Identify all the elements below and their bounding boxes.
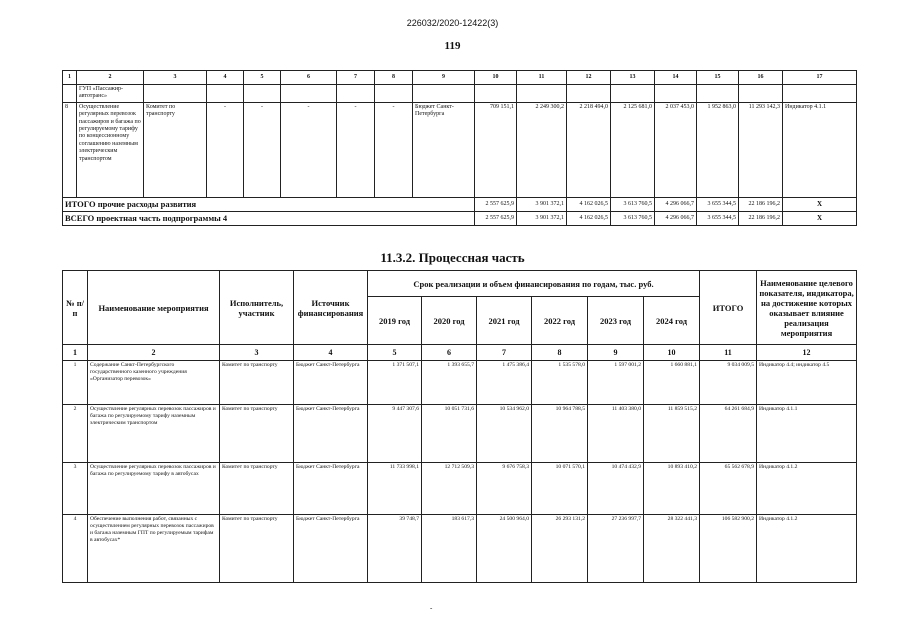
header-year: 2022 год <box>532 297 588 345</box>
header-year: 2023 год <box>588 297 644 345</box>
cell <box>611 85 655 103</box>
column-number-row <box>63 345 857 361</box>
col-num-cell: 3 <box>220 345 294 361</box>
row-value: 9 447 307,6 <box>368 405 422 463</box>
row-num: 2 <box>63 405 88 463</box>
col-num-cell: 16 <box>739 71 783 85</box>
cell: Х <box>783 197 857 211</box>
row-value: 1 660 881,1 <box>644 361 700 405</box>
cell: Х <box>783 211 857 225</box>
cell: - <box>207 102 244 197</box>
cell: 4 296 066,7 <box>655 197 697 211</box>
row-value: 28 322 441,3 <box>644 515 700 583</box>
row-value: 11 403 380,0 <box>588 405 644 463</box>
cell <box>337 85 375 103</box>
cell: Комитет по транспорту <box>144 102 207 197</box>
row-num: 3 <box>63 463 88 515</box>
row-value: 10 051 731,6 <box>422 405 477 463</box>
row-executor: Комитет по транспорту <box>220 463 294 515</box>
footer-mark: - <box>430 604 433 612</box>
cell: 22 186 196,2 <box>739 211 783 225</box>
cell: 3 655 344,5 <box>697 197 739 211</box>
cell <box>783 85 857 103</box>
total-label: ИТОГО прочие расходы развития <box>63 197 475 211</box>
row-value: 10 964 788,5 <box>532 405 588 463</box>
header-row <box>63 271 857 297</box>
cell: 22 186 196,2 <box>739 197 783 211</box>
cell <box>207 85 244 103</box>
cell: Индикатор 4.1.1 <box>783 102 857 197</box>
cell: - <box>244 102 281 197</box>
table-row <box>63 85 857 103</box>
table-row <box>63 102 857 197</box>
row-executor: Комитет по транспорту <box>220 405 294 463</box>
header-executor: Исполнитель, участник <box>220 271 294 345</box>
col-num-cell: 6 <box>422 345 477 361</box>
cell: ГУП «Пассажир-автотранс» <box>77 85 144 103</box>
col-num-cell: 7 <box>337 71 375 85</box>
col-num-cell: 1 <box>63 71 77 85</box>
col-num-cell: 10 <box>475 71 517 85</box>
col-num-cell: 4 <box>207 71 244 85</box>
header-year: 2019 год <box>368 297 422 345</box>
row-value: 26 293 131,2 <box>532 515 588 583</box>
table-row <box>63 405 857 463</box>
col-num-cell: 2 <box>77 71 144 85</box>
cell: 2 125 681,0 <box>611 102 655 197</box>
row-source: Бюджет Санкт-Петербурга <box>294 405 368 463</box>
header-year: 2024 год <box>644 297 700 345</box>
document-number: 226032/2020-12422(3) <box>406 18 499 28</box>
cell: 2 218 494,0 <box>567 102 611 197</box>
table-row <box>63 515 857 583</box>
cell: 11 293 142,3 <box>739 102 783 197</box>
col-num-cell: 12 <box>757 345 857 361</box>
row-value: 12 712 509,3 <box>422 463 477 515</box>
continuation-table <box>62 70 857 226</box>
header-year: 2020 год <box>422 297 477 345</box>
col-num-cell: 5 <box>368 345 422 361</box>
total-row <box>63 197 857 211</box>
row-name: Содержание Санкт-Петербургского государственного казенного учреждения «Организатор перевозок» <box>88 361 220 405</box>
cell: 1 952 863,0 <box>697 102 739 197</box>
cell <box>475 85 517 103</box>
cell: 2 037 453,0 <box>655 102 697 197</box>
col-num-cell: 5 <box>244 71 281 85</box>
section-title: 11.3.2. Процессная часть <box>380 250 525 265</box>
col-num-cell: 3 <box>144 71 207 85</box>
table-row <box>63 463 857 515</box>
row-target: Индикатор 4.1.2 <box>757 463 857 515</box>
cell <box>739 85 783 103</box>
row-value: 11 859 515,2 <box>644 405 700 463</box>
row-value: 10 534 962,0 <box>477 405 532 463</box>
col-num-cell: 4 <box>294 345 368 361</box>
col-num-cell: 1 <box>63 345 88 361</box>
col-num-cell: 15 <box>697 71 739 85</box>
col-num-cell: 11 <box>700 345 757 361</box>
cell: 3 901 372,1 <box>517 197 567 211</box>
cell: Бюджет Санкт-Петербурга <box>413 102 475 197</box>
cell <box>63 85 77 103</box>
cell: - <box>375 102 413 197</box>
process-table <box>62 270 857 583</box>
row-source: Бюджет Санкт-Петербурга <box>294 515 368 583</box>
page-number: 119 <box>444 40 461 52</box>
cell: 2 249 300,2 <box>517 102 567 197</box>
cell <box>244 85 281 103</box>
column-number-row <box>63 71 857 85</box>
header-total: ИТОГО <box>700 271 757 345</box>
cell: 3 613 760,5 <box>611 197 655 211</box>
row-num: 4 <box>63 515 88 583</box>
row-value: 11 733 998,1 <box>368 463 422 515</box>
row-value: 10 474 432,9 <box>588 463 644 515</box>
cell: 4 296 066,7 <box>655 211 697 225</box>
header-num: № п/п <box>63 271 88 345</box>
row-value: 183 617,3 <box>422 515 477 583</box>
cell <box>697 85 739 103</box>
row-value: 1 475 386,4 <box>477 361 532 405</box>
row-name: Осуществление регулярных перевозок пассажиров и багажа по регулируемому тарифу наземным электрическим транспортом <box>88 405 220 463</box>
row-name: Обеспечение выполнения работ, связанных с осуществлением регулярных перевозок пассажиров и багажа наземным ГПТ по регулируемым тарифам в автобусах* <box>88 515 220 583</box>
header-target: Наименование целевого показателя, индикатора, на достижение которых оказывает влияние реализация мероприятия <box>757 271 857 345</box>
row-target: Индикатор 4.1.1 <box>757 405 857 463</box>
row-value: 39 748,7 <box>368 515 422 583</box>
header-name: Наименование мероприятия <box>88 271 220 345</box>
header-source: Источник финансирования <box>294 271 368 345</box>
col-num-cell: 17 <box>783 71 857 85</box>
row-value: 1 393 655,7 <box>422 361 477 405</box>
cell <box>281 85 337 103</box>
row-value: 10 893 410,2 <box>644 463 700 515</box>
col-num-cell: 11 <box>517 71 567 85</box>
col-num-cell: 8 <box>375 71 413 85</box>
row-value: 1 371 507,1 <box>368 361 422 405</box>
row-target: Индикатор 4.1.2 <box>757 515 857 583</box>
cell: 8 <box>63 102 77 197</box>
col-num-cell: 8 <box>532 345 588 361</box>
row-executor: Комитет по транспорту <box>220 515 294 583</box>
cell: 3 901 372,1 <box>517 211 567 225</box>
row-value: 10 071 570,1 <box>532 463 588 515</box>
cell: 2 557 625,9 <box>475 197 517 211</box>
row-value: 1 597 001,2 <box>588 361 644 405</box>
table-row <box>63 361 857 405</box>
cell <box>517 85 567 103</box>
cell: 3 613 760,5 <box>611 211 655 225</box>
cell <box>655 85 697 103</box>
total-label: ВСЕГО проектная часть подпрограммы 4 <box>63 211 475 225</box>
row-target: Индикатор 4.4; индикатор 4.5 <box>757 361 857 405</box>
col-num-cell: 14 <box>655 71 697 85</box>
cell <box>375 85 413 103</box>
col-num-cell: 7 <box>477 345 532 361</box>
cell <box>144 85 207 103</box>
grand-total-row <box>63 211 857 225</box>
row-total: 64 261 684,9 <box>700 405 757 463</box>
cell <box>413 85 475 103</box>
cell: 3 655 344,5 <box>697 211 739 225</box>
row-value: 24 500 964,0 <box>477 515 532 583</box>
row-num: 1 <box>63 361 88 405</box>
row-name: Осуществление регулярных перевозок пассажиров и багажа по регулируемому тарифу в автобусах <box>88 463 220 515</box>
row-source: Бюджет Санкт-Петербурга <box>294 361 368 405</box>
col-num-cell: 10 <box>644 345 700 361</box>
cell: 709 151,1 <box>475 102 517 197</box>
row-value: 1 535 578,0 <box>532 361 588 405</box>
cell: - <box>281 102 337 197</box>
cell: - <box>337 102 375 197</box>
cell: 2 557 625,9 <box>475 211 517 225</box>
row-executor: Комитет по транспорту <box>220 361 294 405</box>
col-num-cell: 6 <box>281 71 337 85</box>
row-source: Бюджет Санкт-Петербурга <box>294 463 368 515</box>
row-value: 27 236 997,7 <box>588 515 644 583</box>
row-value: 9 676 758,3 <box>477 463 532 515</box>
row-total: 106 582 900,2 <box>700 515 757 583</box>
row-total: 65 562 678,9 <box>700 463 757 515</box>
cell: Осуществление регулярных перевозок пассажиров и багажа по регулируемому тарифу по концессионному соглашению наземным электрическим транспортом <box>77 102 144 197</box>
header-year: 2021 год <box>477 297 532 345</box>
header-period: Срок реализации и объем финансирования по годам, тыс. руб. <box>368 271 700 297</box>
cell: 4 162 026,5 <box>567 197 611 211</box>
col-num-cell: 9 <box>588 345 644 361</box>
cell: 4 162 026,5 <box>567 211 611 225</box>
cell <box>567 85 611 103</box>
col-num-cell: 13 <box>611 71 655 85</box>
col-num-cell: 2 <box>88 345 220 361</box>
col-num-cell: 12 <box>567 71 611 85</box>
row-total: 9 034 009,5 <box>700 361 757 405</box>
col-num-cell: 9 <box>413 71 475 85</box>
